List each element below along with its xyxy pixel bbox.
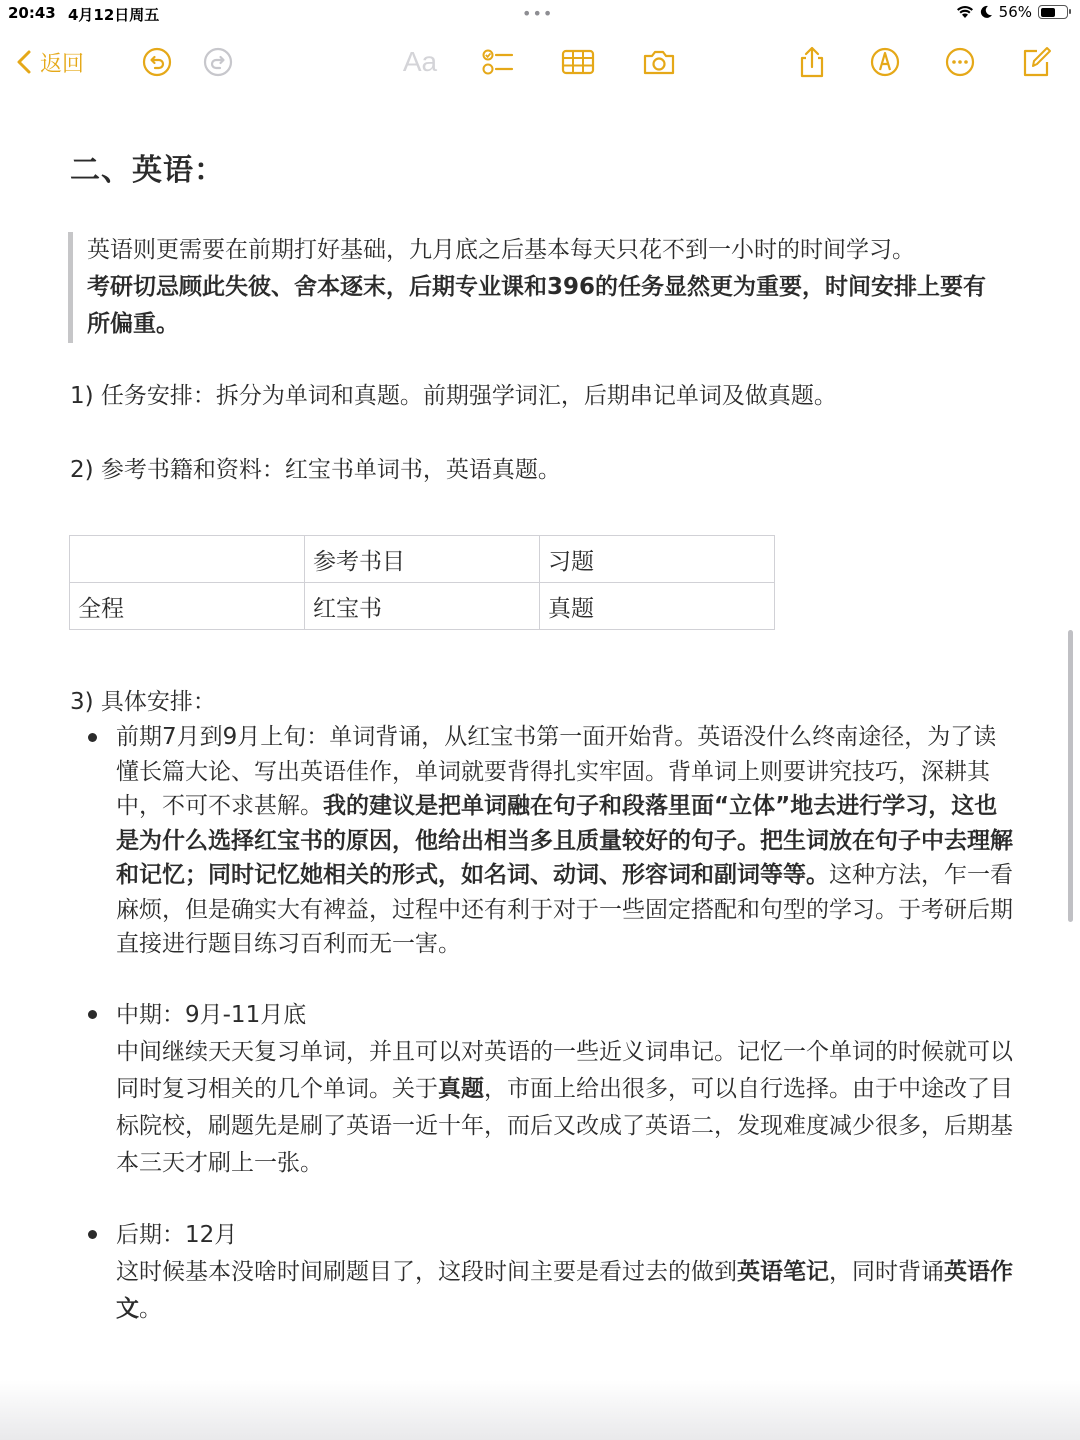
battery-percent: 56% bbox=[998, 3, 1032, 21]
bullet-text: 这种方法，乍一看麻烦，但是确实大有裨益，过程中还有利于对于一些固定搭配和句型的学习。于考研后期直接进行题目练习百利而无一害。 bbox=[116, 862, 1013, 957]
quote-bold-text: 考研切忌顾此失彼、舍本逐末，后期专业课和396的任务显然更为重要，时间安排上要有所偏重。 bbox=[87, 274, 987, 337]
multitasking-dots-icon[interactable]: ••• bbox=[522, 4, 554, 23]
status-time: 20:43 bbox=[8, 4, 56, 22]
reference-table bbox=[69, 535, 775, 630]
chevron-left-icon bbox=[14, 49, 36, 75]
table-cell: 红宝书 bbox=[305, 583, 540, 630]
notes-toolbar bbox=[0, 40, 1080, 84]
table-cell bbox=[70, 536, 305, 583]
bullet-title: 后期：12月 bbox=[116, 1222, 238, 1248]
more-button[interactable] bbox=[941, 40, 979, 84]
table-icon bbox=[561, 45, 595, 79]
table-row bbox=[70, 583, 775, 630]
reference-materials: 2) 参考书籍和资料：红宝书单词书，英语真题。 bbox=[70, 457, 561, 483]
wifi-icon bbox=[956, 5, 974, 19]
camera-icon bbox=[642, 45, 676, 79]
detailed-plan-label: 3) 具体安排： bbox=[70, 689, 216, 715]
block-quote bbox=[68, 232, 988, 343]
table-cell: 参考书目 bbox=[305, 536, 540, 583]
bottom-fade bbox=[0, 1380, 1080, 1440]
status-right bbox=[956, 3, 1068, 21]
quote-text: 英语则更需要在前期打好基础，九月底之后基本每天只花不到一小时的时间学习。 bbox=[87, 237, 915, 263]
new-note-button[interactable] bbox=[1017, 40, 1055, 84]
undo-button[interactable] bbox=[138, 40, 176, 84]
undo-icon bbox=[140, 45, 174, 79]
format-text-button[interactable]: Aa bbox=[402, 46, 438, 77]
checklist-button[interactable] bbox=[478, 40, 518, 84]
bullet-text: ，市面上给出很多，可以自行选择。由于中途改了目标院校，刷题先是刷了英语一近十年，而后又改成了英语二，发现难度减少很多，后期基本三天才刷上一张。 bbox=[116, 1076, 1013, 1176]
bullet-text: 前期7月到9月上旬：单词背诵，从红宝书第一面开始背。英语没什么终南途径，为了读懂长篇大论、写出英语佳作，单词就要背得扎实牢固。背单词上则要讲究技巧，深耕其中，不可不求甚解。 bbox=[116, 724, 997, 819]
bullet-dot bbox=[88, 1230, 97, 1239]
bullet-dot bbox=[88, 1010, 97, 1019]
compose-icon bbox=[1019, 45, 1053, 79]
bullet-bold-text: 真题 bbox=[438, 1076, 484, 1102]
list-item bbox=[116, 1217, 1016, 1328]
bullet-bold-text: 我的建议是把单词融在句子和段落里面“立体”地去进行学习，这也是为什么选择红宝书的原因，他给出相当多且质量较好的句子。把生词放在句子中去理解和记忆；同时记忆她相关的形式，如名词、动词、形容词和副词等等。 bbox=[116, 793, 1013, 888]
note-heading: 二、英语： bbox=[70, 153, 225, 188]
bullet-bold-text: 英语笔记 bbox=[737, 1259, 829, 1285]
bullet-text: 这时候基本没啥时间刷题目了，这段时间主要是看过去的做到 bbox=[116, 1259, 737, 1285]
back-label: 返回 bbox=[40, 51, 85, 77]
pen-markup-icon bbox=[868, 45, 902, 79]
back-button[interactable] bbox=[14, 40, 84, 84]
table-header-row bbox=[70, 536, 775, 583]
battery-icon bbox=[1038, 5, 1068, 19]
share-icon bbox=[795, 45, 829, 79]
camera-button[interactable] bbox=[639, 40, 679, 84]
list-item bbox=[116, 997, 1016, 1182]
bullet-text: 中间继续天天复习单词，并且可以对英语的一些近义词串记。记忆一个单词的时候就可以同时复习相关的几个单词。关于 bbox=[116, 1039, 1013, 1102]
list-item bbox=[116, 720, 1016, 962]
redo-button[interactable] bbox=[199, 40, 237, 84]
status-bar bbox=[0, 0, 1080, 28]
bullet-dot bbox=[88, 733, 97, 742]
bullet-text: 。 bbox=[139, 1296, 162, 1322]
task-arrangement: 1) 任务安排：拆分为单词和真题。前期强学词汇，后期串记单词及做真题。 bbox=[70, 383, 837, 409]
bullet-title: 中期：9月-11月底 bbox=[116, 1002, 307, 1028]
status-date: 4月12日周五 bbox=[68, 6, 160, 24]
checklist-icon bbox=[481, 45, 515, 79]
battery-fill bbox=[1041, 8, 1055, 17]
table-cell: 全程 bbox=[70, 583, 305, 630]
table-cell: 真题 bbox=[540, 583, 775, 630]
bullet-text: ，同时背诵 bbox=[829, 1259, 944, 1285]
scrollbar[interactable] bbox=[1068, 630, 1073, 922]
bullet-bold-text: 英语作文 bbox=[116, 1259, 1013, 1322]
ellipsis-icon bbox=[943, 45, 977, 79]
share-button[interactable] bbox=[793, 40, 831, 84]
table-button[interactable] bbox=[558, 40, 598, 84]
redo-icon bbox=[201, 45, 235, 79]
moon-icon bbox=[980, 5, 993, 19]
table-cell: 习题 bbox=[540, 536, 775, 583]
markup-button[interactable] bbox=[866, 40, 904, 84]
